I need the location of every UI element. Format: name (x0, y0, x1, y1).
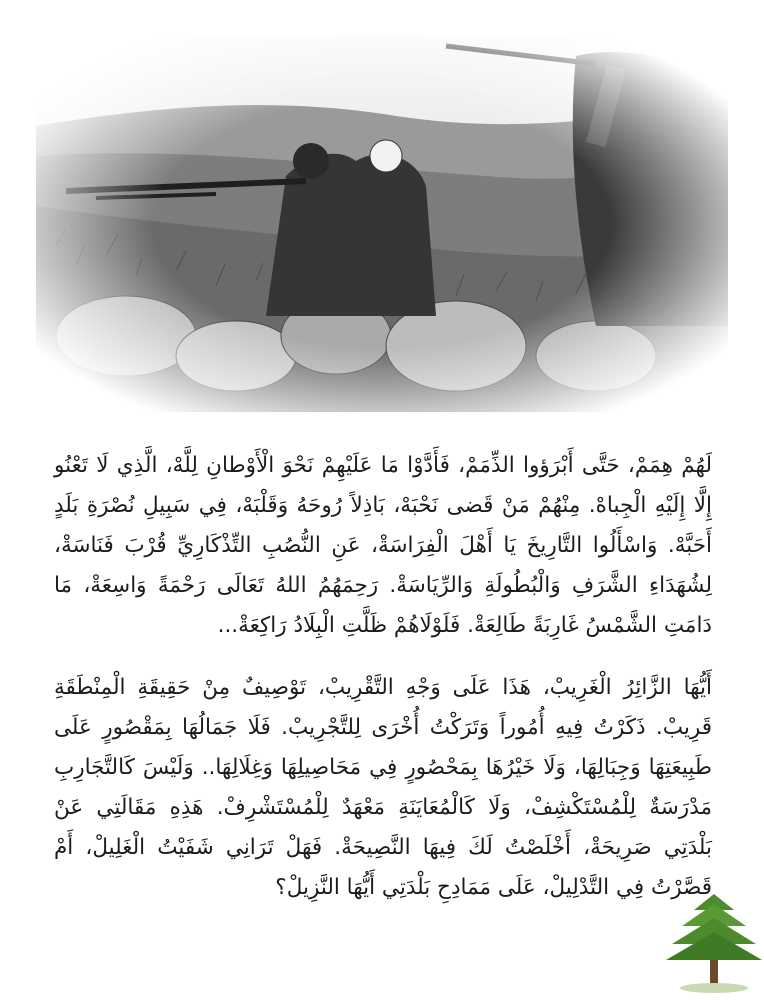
paragraph-1: لَهُمْ هِمَمْ، حَتَّى أَبْرَؤوا الذِّمَمْ، فَأَدَّوْا مَا عَلَيْهِمْ نَحْوَ الْأَوْطانِ لِلَّهْ، الَّذِي لَا تَعْنُو إِلَّا إِلَيْهِ الْجِباهْ. مِنْهُمْ مَنْ قَضى نَحْبَهْ، بَاذِلاً رُوحَهُ وَقَلْبَهْ، فِي سَبِيلِ نُصْرَةِ بَلَدٍ أَحَبَّهْ. وَاسْأَلُوا التَّارِيخَ يَا أَهْلَ الْفِرَاسَةْ، عَنِ النُّصُبِ التِّذْكَارِيِّ قُرْبَ فَنَاسَةْ، لِشُهَدَاءِ الشَّرَفِ وَالْبُطُولَةِ وَالرِّيَاسَةْ. رَحِمَهُمُ اللهُ تَعَالَى رَحْمَةً وَاسِعَةْ، مَا دَامَتِ الشَّمْسُ غَارِبَةً طَالِعَةْ. فَلَوْلَاهُمْ ظَلَّتِ الْبِلَادُ رَاكِعَةْ... (54, 452, 712, 638)
soldiers-sketch-illustration (36, 36, 728, 412)
cedar-tree-icon (664, 888, 764, 996)
paragraph-2: أَيُّهَا الزَّائِرُ الْغَرِيبْ، هَذَا عَلَى وَجْهِ التَّقْرِيبْ، تَوْصِيفٌ مِنْ حَقِيقَةِ الْمِنْطَقَةِ قَرِيبْ. ذَكَرْتُ فِيهِ أُمُوراً وَتَرَكْتُ أُخْرَى لِلتَّجْرِيبْ. فَلَا جَمَالُهَا بِمَقْصُورٍ عَلَى طَبِيعَتِهَا وَجِبَالِهَا، وَلَا خَيْرُهَا بِمَحْصُورٍ فِي مَحَاصِيلِهَا وَغِلَالِهَا.. وَلَيْسَ كَالتَّجَارِبِ مَدْرَسَةٌ لِلْمُسْتَكْشِفْ، وَلَا كَالْمُعَايَنَةِ مَعْهَدٌ لِلْمُسْتَشْرِفْ. هَذِهِ مَقَالَتِي عَنْ بَلْدَتِي صَرِيحَةْ، أَخْلَصْتُ لَكَ فِيهَا النَّصِيحَةْ. فَهَلْ تَرَانِي شَفَيْتُ الْغَلِيلْ، أَمْ قَصَّرْتُ فِي التَّدْلِيلْ، عَلَى مَمَادِحِ بَلْدَتِي أَيُّهَا النَّزِيلْ؟ (54, 674, 712, 900)
